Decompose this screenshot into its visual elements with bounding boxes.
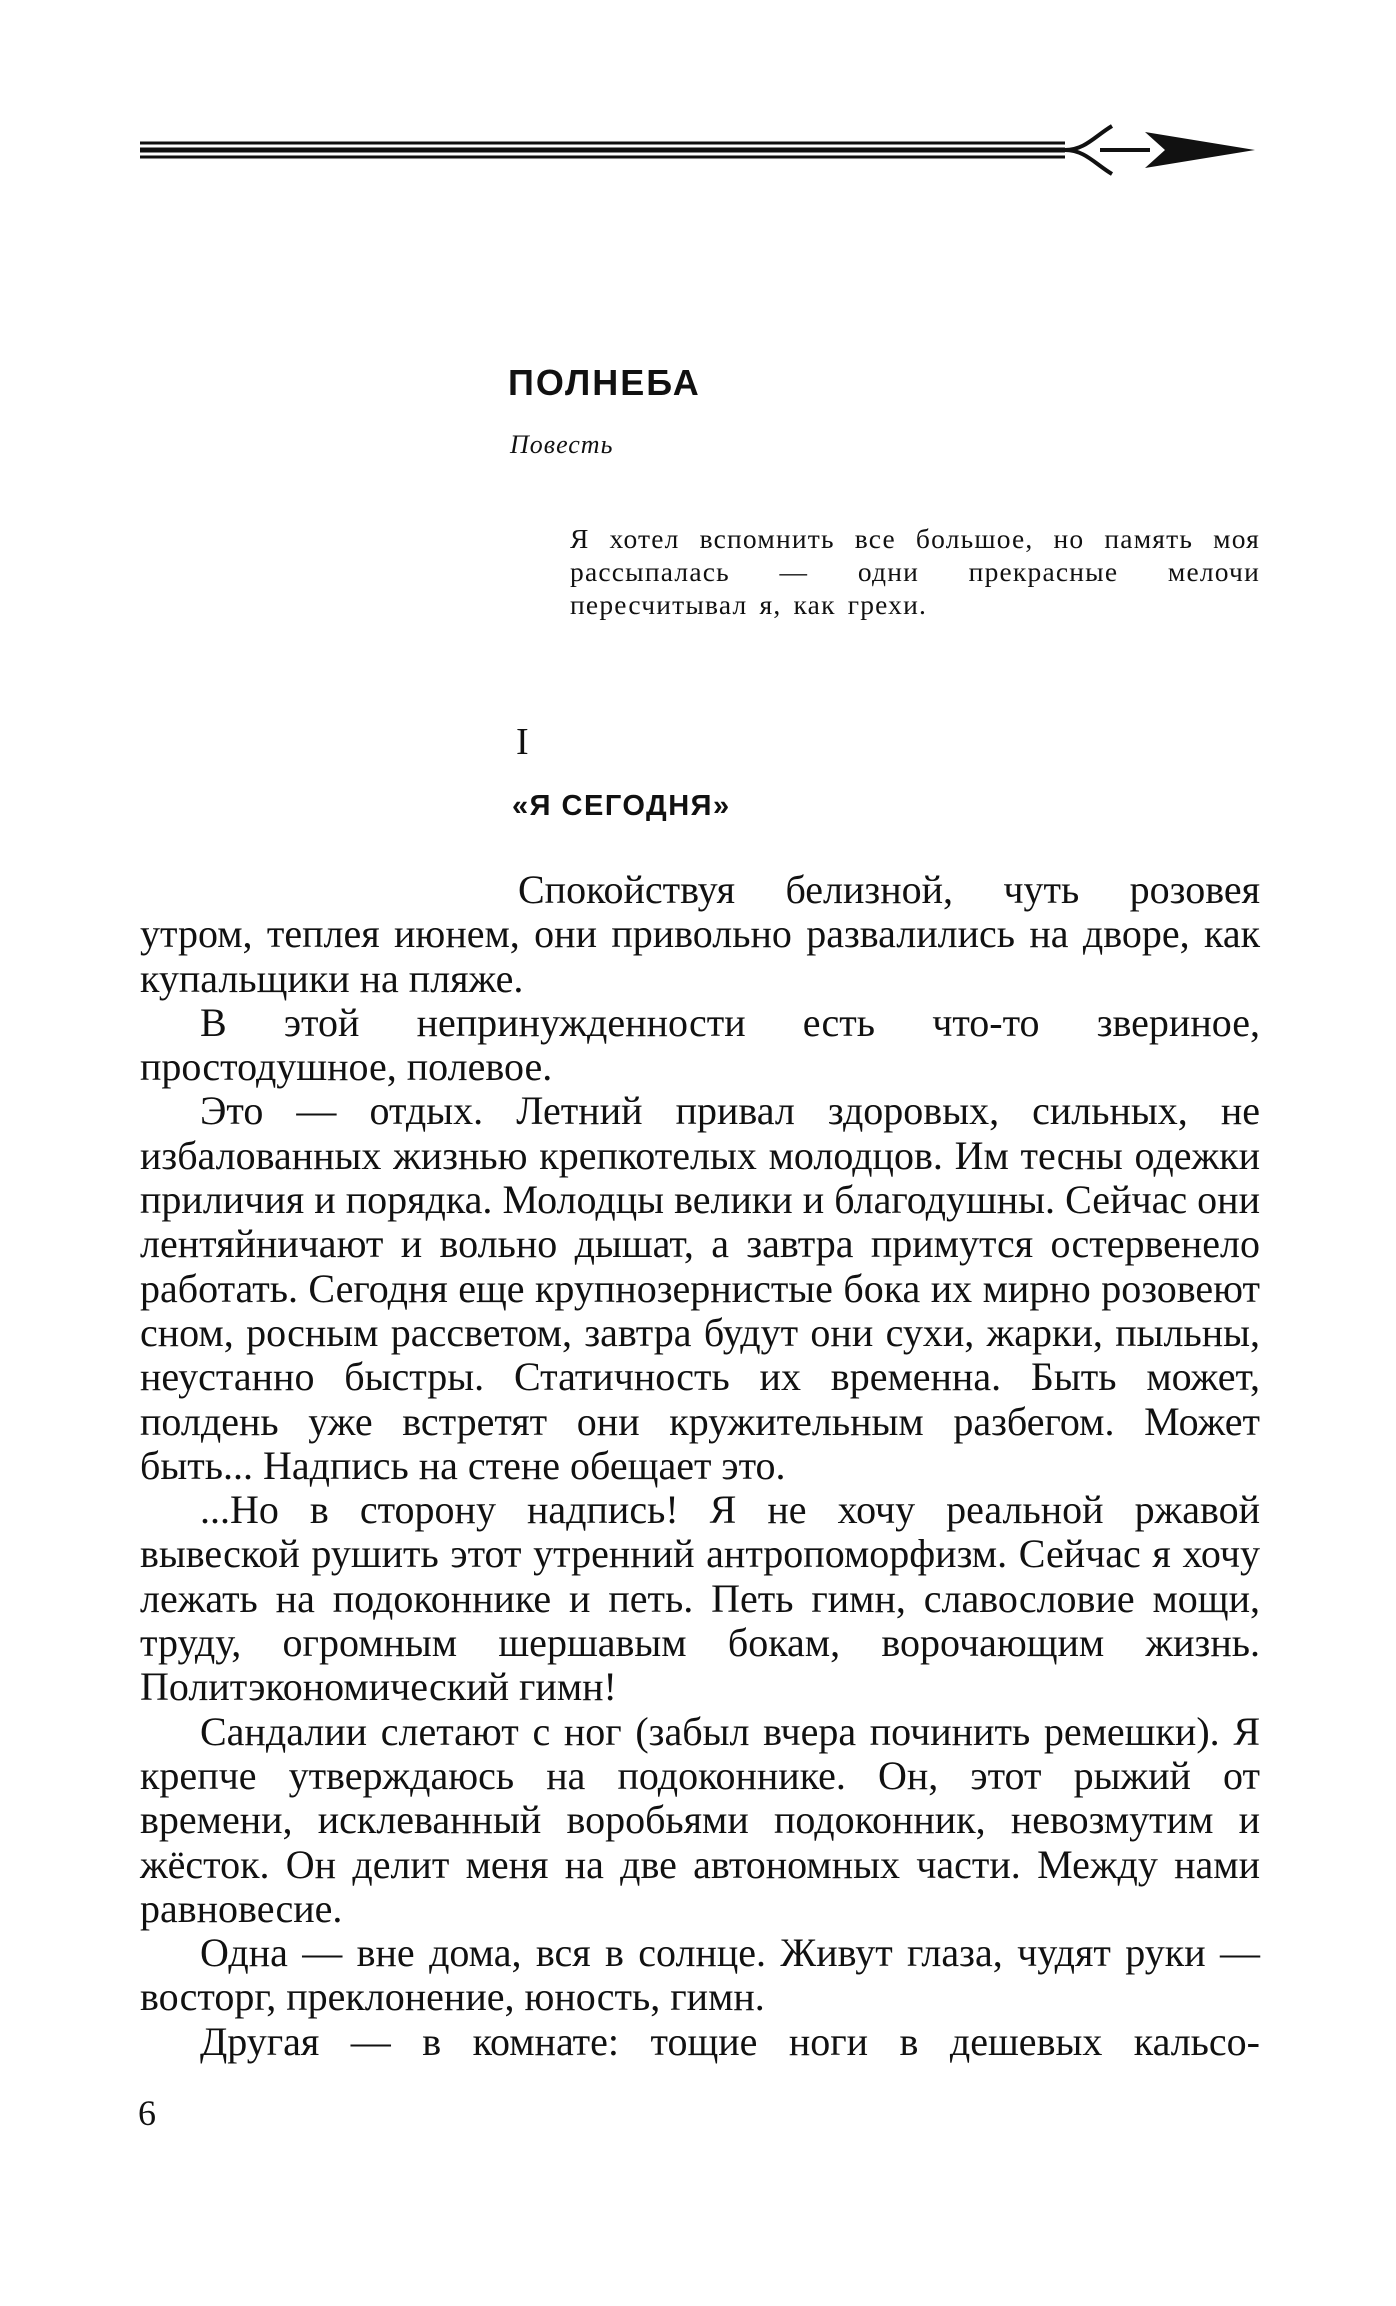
paragraph: Сандалии слетают с ног (забыл вчера починить ремешки). Я крепче утверждаюсь на подоконнике. Он, этот рыжий от времени, исклеванный воробьями подоконник, невозмутим и жёсток. Он делит меня на две автономных части. Между нами равновесие.	[140, 1708, 1260, 1931]
paragraph: ...Но в сторону надпись! Я не хочу реальной ржавой вывеской рушить этот утренний антропоморфизм. Сейчас я хочу лежать на подоконнике и петь. Петь гимн, славословие мощи, труду, огромным шершавым бокам, ворочающим жизнь. Политэкономический гимн!	[140, 1487, 1260, 1710]
page-number: 6	[138, 2093, 156, 2133]
paragraph: В этой непринужденности есть что-то звериное, простодушное, полевое.	[140, 999, 1260, 1090]
paragraph: Это — отдых. Летний привал здоровых, сильных, не избалованных жизнью крепкотелых молодцов. Им тесны одежки приличия и порядка. Молодцы велики и благодушны. Сейчас они лентяйничают и вольно дышат, а завтра примутся остервенело работать. Сегодня еще крупнозернистые бока их мирно розовеют сном, росным рассветом, завтра будут они сухи, жарки, пыльны, неустанно быстры. Статичность их временна. Быть может, полдень уже встретят они кружительным разбегом. Может быть... Надпись на стене обещает это.	[140, 1088, 1260, 1488]
paragraph: Спокойствуя белизной, чуть розовея утром, теплея июнем, они привольно развалились на дворе, как купальщики на пляже.	[140, 867, 1260, 1001]
story-genre: Повесть	[510, 430, 614, 459]
chapter-title: «Я СЕГОДНЯ»	[512, 790, 731, 822]
ornament-arrowhead	[1145, 132, 1255, 168]
paragraph: Другая — в комнате: тощие ноги в дешевых кальсо-	[200, 2018, 1260, 2064]
epigraph-text: Я хотел вспомнить все большое, но память моя рассыпалась — одни прекрасные мелочи пересчитывал я, как грехи.	[570, 523, 1260, 620]
story-title: ПОЛНЕБА	[508, 362, 701, 403]
body-text	[140, 868, 1260, 2064]
epigraph	[570, 522, 1260, 621]
chapter-number: I	[516, 721, 529, 763]
paragraph: Одна — вне дома, вся в солнце. Живут глаза, чудят руки — восторг, преклонение, юность, гимн.	[140, 1930, 1260, 2020]
header-ornament	[140, 118, 1260, 178]
ornament-curl	[1065, 126, 1150, 174]
